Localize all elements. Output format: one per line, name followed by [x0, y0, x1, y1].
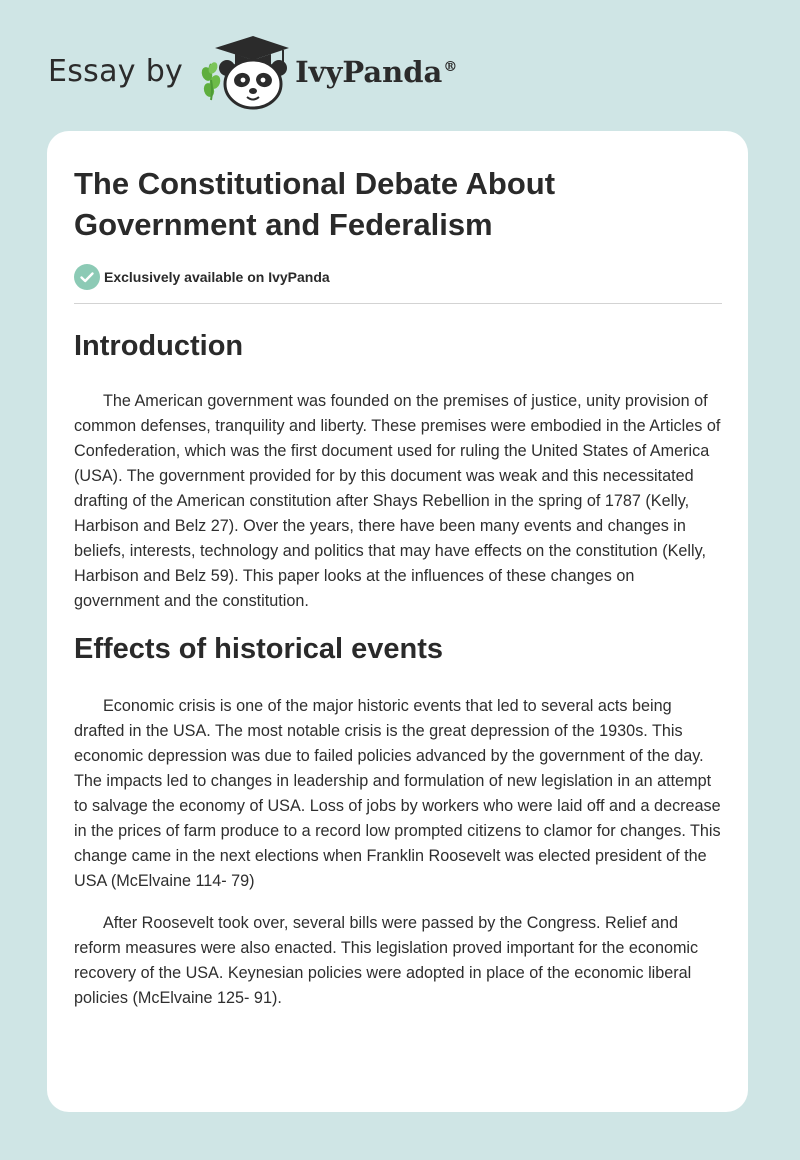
site-header [48, 34, 457, 110]
exclusive-badge-label: Exclusively available on IvyPanda [104, 269, 330, 285]
registered-mark: ® [443, 58, 458, 75]
brand-prefix: Essay by [48, 54, 184, 89]
section-heading-historical-events: Effects of historical events [74, 633, 444, 665]
paragraph: Economic crisis is one of the major historic events that led to several acts being drafted in the USA. The most notable crisis is the great depression of the 1930s. This economic depression was due to failed policies advanced by the government of the day. The impacts led to changes in leadership and formulation of new legislation in an attempt to salvage the economy of USA. Loss of jobs by workers who were laid off and a decrease in the prices of farm produce to a record low prompted citizens to clamor for changes. This change came in the next elections when Franklin Roosevelt was elected president of the USA (McElvaine 114- 79) [74, 697, 721, 890]
ivy-leaf-icon [200, 61, 222, 100]
exclusive-badge [74, 263, 722, 291]
paragraph: After Roosevelt took over, several bills were passed by the Congress. Relief and reform measures were also enacted. This legislation proved important for the economic recovery of the USA. Keynesian policies were adopted in place of the economic liberal policies (McElvaine 125- 91). [74, 914, 699, 1007]
panda-logo-icon[interactable] [197, 34, 289, 110]
title-divider [74, 303, 722, 304]
essay-card [47, 131, 748, 1112]
check-circle-icon [74, 264, 100, 290]
paragraph: The American government was founded on the premises of justice, unity provision of common defenses, tranquility and liberty. These premises were embodied in the Articles of Confederation, which was the first document used for ruling the United States of America (USA). The government provided for by this document was weak and this necessitated drafting of the American constitution after Shays Rebellion in the spring of 1787 (Kelly, Harbison and Belz 27). Over the years, there have been many events and changes in beliefs, interests, technology and politics that may have effects on the constitution (Kelly, Harbison and Belz 59). This paper looks at the influences of these changes on government and the constitution. [74, 392, 721, 610]
essay-title: The Constitutional Debate About Government and Federalism [74, 166, 556, 242]
brand-name[interactable]: IvyPanda® [295, 54, 458, 89]
section-heading-introduction: Introduction [74, 330, 244, 362]
